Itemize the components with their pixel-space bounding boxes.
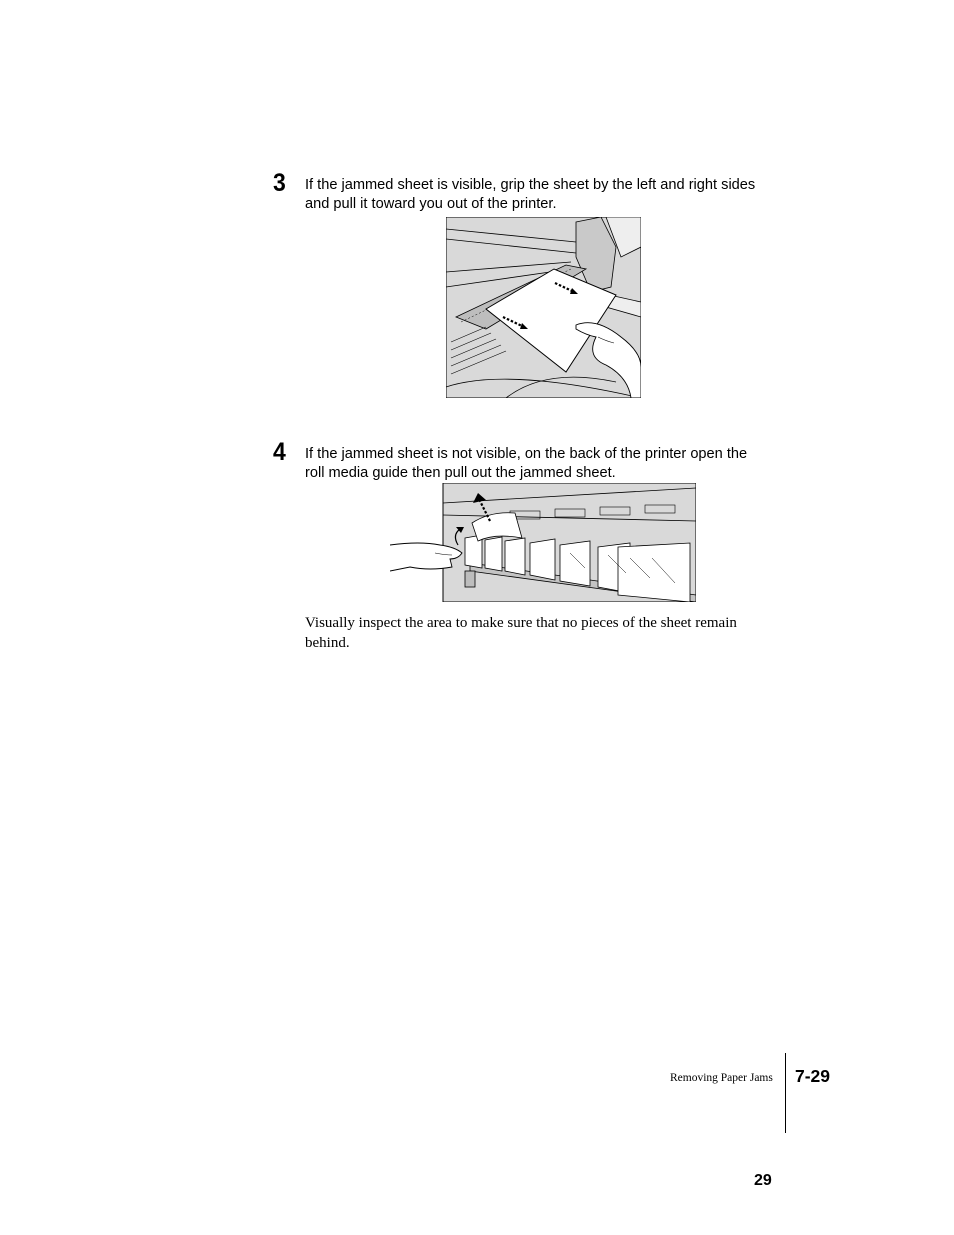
inspection-note [305, 613, 785, 653]
step-4-instruction [305, 445, 795, 483]
step-4-line-1: If the jammed sheet is not visible, on the back of the printer open the [305, 446, 748, 462]
note-line-1: Visually inspect the area to make sure that no pieces of the sheet remain [305, 615, 737, 631]
footer-chapter-page: 7-29 [795, 1066, 831, 1086]
page-number: 29 [754, 1172, 772, 1189]
footer-divider [785, 1053, 786, 1133]
step-3-line-2: and pull it toward you out of the printer. [305, 196, 557, 212]
step-3-number: 3 [273, 169, 285, 197]
step-3-instruction [305, 176, 795, 214]
step-3-line-1: If the jammed sheet is visible, grip the sheet by the left and right sides [305, 177, 756, 193]
footer-section-title: Removing Paper Jams [670, 1072, 773, 1084]
figure-pull-sheet-front [446, 217, 641, 398]
figure-open-roll-media-guide [390, 483, 696, 602]
step-4-number: 4 [273, 438, 285, 466]
note-line-2: behind. [305, 635, 350, 651]
step-4-line-2: roll media guide then pull out the jammed sheet. [305, 465, 616, 481]
